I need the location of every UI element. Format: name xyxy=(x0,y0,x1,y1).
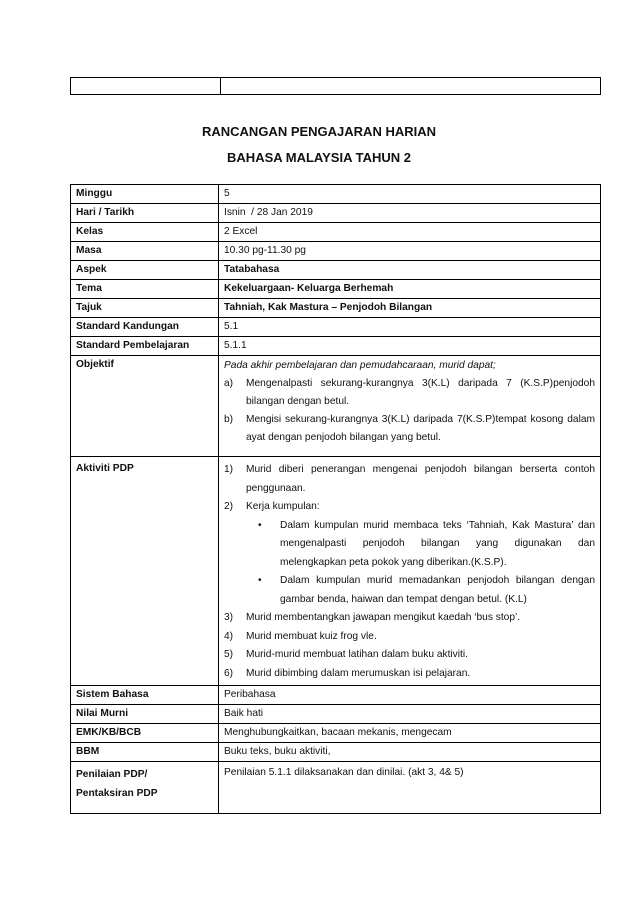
aktiviti-item-number: 4) xyxy=(224,630,234,642)
value-bbm: Buku teks, buku aktiviti, xyxy=(219,743,601,762)
row-tema xyxy=(71,280,601,299)
aktiviti-item-number: 6) xyxy=(224,667,234,679)
aktiviti-item-text: Murid-murid membuat latihan dalam buku aktiviti. xyxy=(246,649,468,660)
objektif-intro: Pada akhir pembelajaran dan pemudahcaraan, murid dapat; xyxy=(224,360,496,371)
objektif-item-number: a) xyxy=(224,378,234,389)
aktiviti-item-number: 5) xyxy=(224,649,234,660)
row-masa xyxy=(71,242,601,261)
document-subtitle: BAHASA MALAYSIA TAHUN 2 xyxy=(227,150,411,165)
aktiviti-bullet-text: Dalam kumpulan murid membaca teks ‘Tahniah, Kak Mastura’ dan mengenalpasti penjodoh bilangan yang digunakan dan melengkapkan peta pokok yang diberikan.(K.S.P). xyxy=(280,519,595,568)
aktiviti-item xyxy=(224,665,595,684)
label-penilaian-line1: Penilaian PDP/ xyxy=(76,769,148,780)
label-kelas: Kelas xyxy=(71,223,219,242)
header-empty-table xyxy=(70,77,601,95)
objektif-item-text: Mengenalpasti sekurang-kurangnya 3(K.L) daripada 7 (K.S.P)penjodoh bilangan dengan betul. xyxy=(246,378,595,407)
aktiviti-item-text: Murid membuat kuiz frog vle. xyxy=(246,630,377,642)
aktiviti-list xyxy=(224,461,595,683)
objektif-item xyxy=(224,375,595,411)
label-penilaian-line2: Pentaksiran PDP xyxy=(76,788,158,799)
objektif-item-number: b) xyxy=(224,414,234,425)
label-aspek: Aspek xyxy=(71,261,219,280)
document-title: RANCANGAN PENGAJARAN HARIAN xyxy=(201,124,436,139)
row-aktiviti xyxy=(71,457,601,686)
label-bbm: BBM xyxy=(71,743,219,762)
aktiviti-bullet xyxy=(246,572,595,609)
aktiviti-item-text: Murid dibimbing dalam merumuskan isi pelajaran. xyxy=(246,667,471,679)
aktiviti-item xyxy=(224,646,595,665)
value-aspek: Tatabahasa xyxy=(219,261,601,280)
aktiviti-item xyxy=(224,461,595,498)
label-tajuk: Tajuk xyxy=(71,299,219,318)
aktiviti-item-number: 1) xyxy=(224,464,234,475)
aktiviti-item-text: Murid diberi penerangan mengenai penjodoh bilangan berserta contoh penggunaan. xyxy=(246,464,595,494)
value-penilaian: Penilaian 5.1.1 dilaksanakan dan dinilai. (akt 3, 4& 5) xyxy=(219,762,601,814)
row-penilaian xyxy=(71,762,601,814)
label-hari: Hari / Tarikh xyxy=(71,204,219,223)
label-minggu: Minggu xyxy=(71,185,219,204)
value-objektif xyxy=(219,356,601,457)
value-nilai-murni: Baik hati xyxy=(219,705,601,724)
aktiviti-item-number: 3) xyxy=(224,612,234,623)
row-standard-kandungan xyxy=(71,318,601,337)
row-sistem-bahasa xyxy=(71,686,601,705)
value-masa: 10.30 pg-11.30 pg xyxy=(219,242,601,261)
aktiviti-item-number: 2) xyxy=(224,501,234,512)
objektif-item-text: Mengisi sekurang-kurangnya 3(K.L) daripada 7(K.S.P)tempat kosong dalam ayat dengan penjodoh bilangan yang betul. xyxy=(246,414,595,443)
value-kelas: 2 Excel xyxy=(219,223,601,242)
lesson-plan-table xyxy=(70,184,601,814)
row-hari xyxy=(71,204,601,223)
row-aspek xyxy=(71,261,601,280)
row-objektif xyxy=(71,356,601,457)
value-hari: Isnin / 28 Jan 2019 xyxy=(219,204,601,223)
label-sistem-bahasa: Sistem Bahasa xyxy=(71,686,219,705)
aktiviti-item xyxy=(224,628,595,647)
aktiviti-item-text: Murid membentangkan jawapan mengikut kaedah ‘bus stop’. xyxy=(246,612,521,623)
label-aktiviti: Aktiviti PDP xyxy=(71,457,219,686)
label-emk: EMK/KB/BCB xyxy=(71,724,219,743)
row-minggu xyxy=(71,185,601,204)
row-tajuk xyxy=(71,299,601,318)
objektif-list xyxy=(224,375,595,447)
aktiviti-item-heading: Kerja kumpulan: xyxy=(246,501,320,512)
label-objektif: Objektif xyxy=(71,356,219,457)
label-penilaian xyxy=(71,762,219,814)
label-tema: Tema xyxy=(71,280,219,299)
row-emk xyxy=(71,724,601,743)
label-standard-kandungan: Standard Kandungan xyxy=(71,318,219,337)
row-standard-pembelajaran xyxy=(71,337,601,356)
aktiviti-item xyxy=(224,609,595,628)
bullet-icon: • xyxy=(258,575,262,586)
label-masa: Masa xyxy=(71,242,219,261)
objektif-item xyxy=(224,411,595,447)
aktiviti-bullet xyxy=(246,517,595,573)
row-kelas xyxy=(71,223,601,242)
label-nilai-murni: Nilai Murni xyxy=(71,705,219,724)
aktiviti-bullet-list xyxy=(246,517,595,610)
value-emk: Menghubungkaitkan, bacaan mekanis, mengecam xyxy=(219,724,601,743)
bullet-icon: • xyxy=(258,519,262,531)
aktiviti-bullet-text: Dalam kumpulan murid memadankan penjodoh bilangan dengan gambar benda, haiwan dan tempat dengan betul. (K.L) xyxy=(280,575,595,605)
value-minggu: 5 xyxy=(219,185,601,204)
row-bbm xyxy=(71,743,601,762)
label-standard-pembelajaran: Standard Pembelajaran xyxy=(71,337,219,356)
aktiviti-item-text xyxy=(246,498,595,609)
row-nilai-murni xyxy=(71,705,601,724)
aktiviti-item xyxy=(224,498,595,609)
value-standard-pembelajaran: 5.1.1 xyxy=(219,337,601,356)
value-tema: Kekeluargaan- Keluarga Berhemah xyxy=(219,280,601,299)
header-empty-cell-left xyxy=(71,78,221,94)
value-sistem-bahasa: Peribahasa xyxy=(219,686,601,705)
value-tajuk: Tahniah, Kak Mastura – Penjodoh Bilangan xyxy=(219,299,601,318)
value-standard-kandungan: 5.1 xyxy=(219,318,601,337)
value-aktiviti xyxy=(219,457,601,686)
